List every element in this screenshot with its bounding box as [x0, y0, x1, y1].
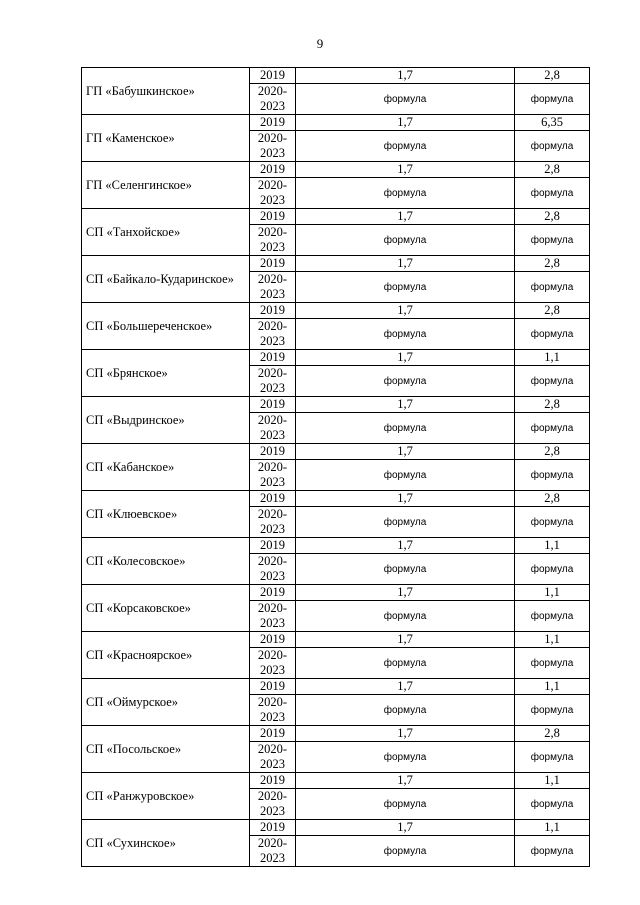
year-range-cell: [250, 507, 296, 538]
year-range-start: 2020-: [257, 272, 288, 286]
year-range-end: 2023: [260, 193, 285, 207]
value-cell: 1,7: [296, 491, 515, 507]
year-range-cell: [250, 836, 296, 867]
value-cell: 2,8: [515, 162, 590, 178]
table-body: [82, 68, 590, 867]
formula-cell: формула: [296, 460, 515, 491]
settlement-name: ГП «Каменское»: [82, 115, 250, 162]
year-range-start: 2020-: [257, 413, 288, 427]
year-range-cell: [250, 789, 296, 820]
formula-cell: формула: [296, 695, 515, 726]
value-cell: 1,7: [296, 585, 515, 601]
table-row: [82, 820, 590, 836]
year-cell: 2019: [250, 209, 296, 225]
table-row: [82, 726, 590, 742]
settlements-table: [81, 67, 590, 867]
year-range-end: 2023: [260, 475, 285, 489]
formula-cell: формула: [296, 742, 515, 773]
formula-cell: формула: [296, 789, 515, 820]
year-range-end: 2023: [260, 710, 285, 724]
settlement-name: СП «Байкало-Кударинское»: [82, 256, 250, 303]
value-cell: 1,7: [296, 256, 515, 272]
year-range-end: 2023: [260, 757, 285, 771]
value-cell: 1,1: [515, 679, 590, 695]
year-range-start: 2020-: [257, 178, 288, 192]
year-cell: 2019: [250, 585, 296, 601]
formula-cell: формула: [296, 178, 515, 209]
year-range-cell: [250, 131, 296, 162]
formula-cell: формула: [515, 131, 590, 162]
settlement-name: СП «Кабанское»: [82, 444, 250, 491]
settlement-name: СП «Колесовское»: [82, 538, 250, 585]
year-cell: 2019: [250, 444, 296, 460]
year-range-cell: [250, 554, 296, 585]
formula-cell: формула: [515, 836, 590, 867]
year-range-start: 2020-: [257, 601, 288, 615]
formula-cell: формула: [515, 272, 590, 303]
table-row: [82, 115, 590, 131]
year-cell: 2019: [250, 303, 296, 319]
formula-cell: формула: [296, 836, 515, 867]
formula-cell: формула: [296, 319, 515, 350]
year-range-end: 2023: [260, 381, 285, 395]
formula-cell: формула: [515, 460, 590, 491]
value-cell: 1,7: [296, 209, 515, 225]
formula-cell: формула: [296, 272, 515, 303]
value-cell: 2,8: [515, 256, 590, 272]
year-cell: 2019: [250, 68, 296, 84]
value-cell: 1,7: [296, 303, 515, 319]
year-range-end: 2023: [260, 146, 285, 160]
value-cell: 1,7: [296, 820, 515, 836]
formula-cell: формула: [515, 225, 590, 256]
settlement-name: ГП «Бабушкинское»: [82, 68, 250, 115]
formula-cell: формула: [296, 84, 515, 115]
formula-cell: формула: [515, 319, 590, 350]
formula-cell: формула: [515, 554, 590, 585]
formula-cell: формула: [515, 695, 590, 726]
formula-cell: формула: [515, 413, 590, 444]
formula-cell: формула: [515, 789, 590, 820]
formula-cell: формула: [296, 131, 515, 162]
value-cell: 1,1: [515, 632, 590, 648]
table-row: [82, 397, 590, 413]
year-range-start: 2020-: [257, 84, 288, 98]
year-range-start: 2020-: [257, 836, 288, 850]
year-range-cell: [250, 413, 296, 444]
year-cell: 2019: [250, 397, 296, 413]
value-cell: 2,8: [515, 68, 590, 84]
formula-cell: формула: [296, 366, 515, 397]
year-range-start: 2020-: [257, 131, 288, 145]
year-cell: 2019: [250, 491, 296, 507]
year-range-cell: [250, 742, 296, 773]
formula-cell: формула: [515, 84, 590, 115]
year-range-cell: [250, 601, 296, 632]
value-cell: 6,35: [515, 115, 590, 131]
page-number: 9: [316, 36, 324, 51]
year-range-cell: [250, 84, 296, 115]
settlement-name: СП «Ранжуровское»: [82, 773, 250, 820]
year-range-cell: [250, 272, 296, 303]
formula-cell: формула: [296, 413, 515, 444]
value-cell: 1,7: [296, 444, 515, 460]
settlement-name: СП «Большереченское»: [82, 303, 250, 350]
year-range-start: 2020-: [257, 789, 288, 803]
year-range-start: 2020-: [257, 554, 288, 568]
year-range-start: 2020-: [257, 742, 288, 756]
year-cell: 2019: [250, 820, 296, 836]
formula-cell: формула: [296, 601, 515, 632]
settlement-name: ГП «Селенгинское»: [82, 162, 250, 209]
year-range-end: 2023: [260, 804, 285, 818]
table-row: [82, 209, 590, 225]
year-range-end: 2023: [260, 663, 285, 677]
table-row: [82, 585, 590, 601]
settlement-name: СП «Клюевское»: [82, 491, 250, 538]
year-range-end: 2023: [260, 522, 285, 536]
table-row: [82, 679, 590, 695]
year-range-cell: [250, 695, 296, 726]
value-cell: 2,8: [515, 397, 590, 413]
year-range-cell: [250, 366, 296, 397]
value-cell: 1,1: [515, 585, 590, 601]
table-row: [82, 256, 590, 272]
formula-cell: формула: [515, 601, 590, 632]
value-cell: 2,8: [515, 491, 590, 507]
value-cell: 2,8: [515, 303, 590, 319]
value-cell: 1,7: [296, 68, 515, 84]
formula-cell: формула: [515, 366, 590, 397]
value-cell: 1,7: [296, 726, 515, 742]
year-range-start: 2020-: [257, 695, 288, 709]
settlement-name: СП «Танхойское»: [82, 209, 250, 256]
value-cell: 1,7: [296, 538, 515, 554]
year-range-start: 2020-: [257, 319, 288, 333]
table-row: [82, 303, 590, 319]
formula-cell: формула: [296, 507, 515, 538]
value-cell: 1,1: [515, 773, 590, 789]
year-cell: 2019: [250, 538, 296, 554]
year-range-start: 2020-: [257, 460, 288, 474]
table-row: [82, 350, 590, 366]
year-range-start: 2020-: [257, 507, 288, 521]
year-cell: 2019: [250, 773, 296, 789]
year-cell: 2019: [250, 726, 296, 742]
table-row: [82, 538, 590, 554]
formula-cell: формула: [296, 648, 515, 679]
year-cell: 2019: [250, 679, 296, 695]
year-range-end: 2023: [260, 851, 285, 865]
year-range-end: 2023: [260, 334, 285, 348]
year-range-end: 2023: [260, 569, 285, 583]
year-range-start: 2020-: [257, 225, 288, 239]
formula-cell: формула: [296, 225, 515, 256]
settlement-name: СП «Корсаковское»: [82, 585, 250, 632]
year-range-end: 2023: [260, 240, 285, 254]
value-cell: 1,7: [296, 397, 515, 413]
value-cell: 2,8: [515, 444, 590, 460]
value-cell: 1,7: [296, 115, 515, 131]
settlement-name: СП «Сухинское»: [82, 820, 250, 867]
formula-cell: формула: [296, 554, 515, 585]
table-row: [82, 444, 590, 460]
year-range-start: 2020-: [257, 648, 288, 662]
year-range-start: 2020-: [257, 366, 288, 380]
year-cell: 2019: [250, 256, 296, 272]
table-row: [82, 773, 590, 789]
year-range-end: 2023: [260, 616, 285, 630]
value-cell: 1,1: [515, 350, 590, 366]
settlement-name: СП «Брянское»: [82, 350, 250, 397]
table-row: [82, 632, 590, 648]
settlement-name: СП «Выдринское»: [82, 397, 250, 444]
value-cell: 1,7: [296, 632, 515, 648]
value-cell: 1,7: [296, 162, 515, 178]
year-cell: 2019: [250, 115, 296, 131]
year-cell: 2019: [250, 632, 296, 648]
value-cell: 1,7: [296, 350, 515, 366]
settlement-name: СП «Посольское»: [82, 726, 250, 773]
table-row: [82, 68, 590, 84]
value-cell: 1,1: [515, 820, 590, 836]
value-cell: 1,7: [296, 773, 515, 789]
settlement-name: СП «Красноярское»: [82, 632, 250, 679]
table-row: [82, 162, 590, 178]
formula-cell: формула: [515, 648, 590, 679]
value-cell: 1,7: [296, 679, 515, 695]
settlement-name: СП «Оймурское»: [82, 679, 250, 726]
year-range-cell: [250, 648, 296, 679]
formula-cell: формула: [515, 507, 590, 538]
value-cell: 2,8: [515, 209, 590, 225]
year-range-cell: [250, 225, 296, 256]
value-cell: 1,1: [515, 538, 590, 554]
year-cell: 2019: [250, 350, 296, 366]
year-range-end: 2023: [260, 287, 285, 301]
year-range-end: 2023: [260, 428, 285, 442]
year-range-cell: [250, 460, 296, 491]
table-row: [82, 491, 590, 507]
year-range-end: 2023: [260, 99, 285, 113]
year-cell: 2019: [250, 162, 296, 178]
year-range-cell: [250, 178, 296, 209]
formula-cell: формула: [515, 742, 590, 773]
value-cell: 2,8: [515, 726, 590, 742]
year-range-cell: [250, 319, 296, 350]
formula-cell: формула: [515, 178, 590, 209]
